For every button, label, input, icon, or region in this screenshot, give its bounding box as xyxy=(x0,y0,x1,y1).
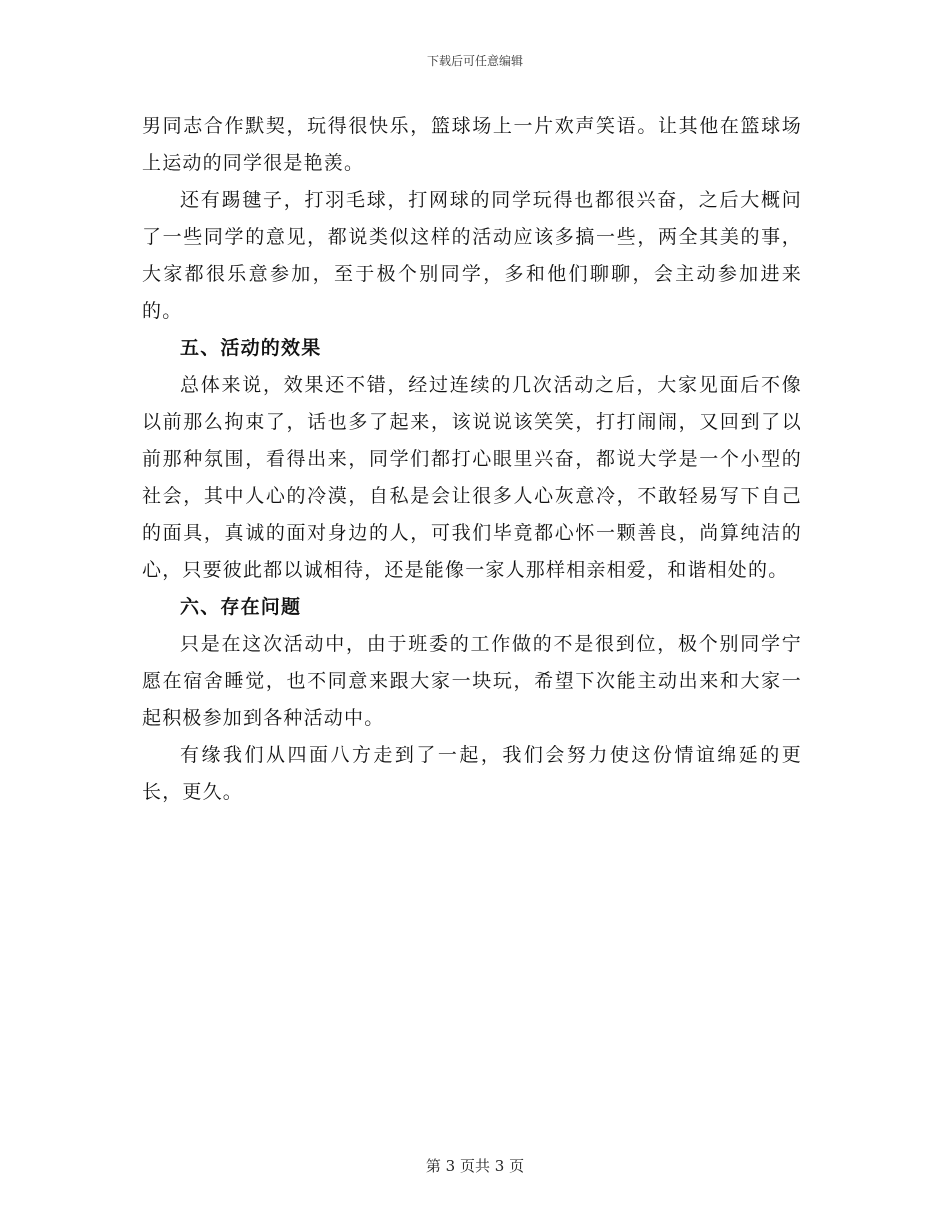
page-header: 下载后可任意编辑 xyxy=(426,54,523,68)
section-heading-problems: 六、存在问题 xyxy=(180,596,302,618)
page-footer: 第 3 页共 3 页 xyxy=(425,1157,525,1175)
document-body xyxy=(142,108,802,811)
paragraph-closing: 有缘我们从四面八方走到了一起，我们会努力使这份情谊绵延的更长，更久。 xyxy=(142,744,802,803)
section-heading-effects: 五、活动的效果 xyxy=(180,337,322,359)
paragraph-other-activities: 还有踢毽子，打羽毛球，打网球的同学玩得也都很兴奋，之后大概问了一些同学的意见，都说类似这样的活动应该多搞一些，两全其美的事，大家都很乐意参加，至于极个别同学，多和他们聊聊，会主动参加进来的。 xyxy=(142,189,802,322)
paragraph-problems: 只是在这次活动中，由于班委的工作做的不是很到位，极个别同学宁愿在宿舍睡觉，也不同意来跟大家一块玩，希望下次能主动出来和大家一起积极参加到各种活动中。 xyxy=(142,633,802,729)
paragraph-basketball: 男同志合作默契，玩得很快乐，篮球场上一片欢声笑语。让其他在篮球场上运动的同学很是艳羡。 xyxy=(142,115,802,174)
paragraph-effects: 总体来说，效果还不错，经过连续的几次活动之后，大家见面后不像以前那么拘束了，话也多了起来，该说说该笑笑，打打闹闹，又回到了以前那种氛围，看得出来，同学们都打心眼里兴奋，都说大学是一个小型的社会，其中人心的冷漠，自私是会让很多人心灰意冷，不敢轻易写下自己的面具，真诚的面对身边的人，可我们毕竟都心怀一颗善良，尚算纯洁的心，只要彼此都以诚相待，还是能像一家人那样相亲相爱，和谐相处的。 xyxy=(142,374,802,581)
